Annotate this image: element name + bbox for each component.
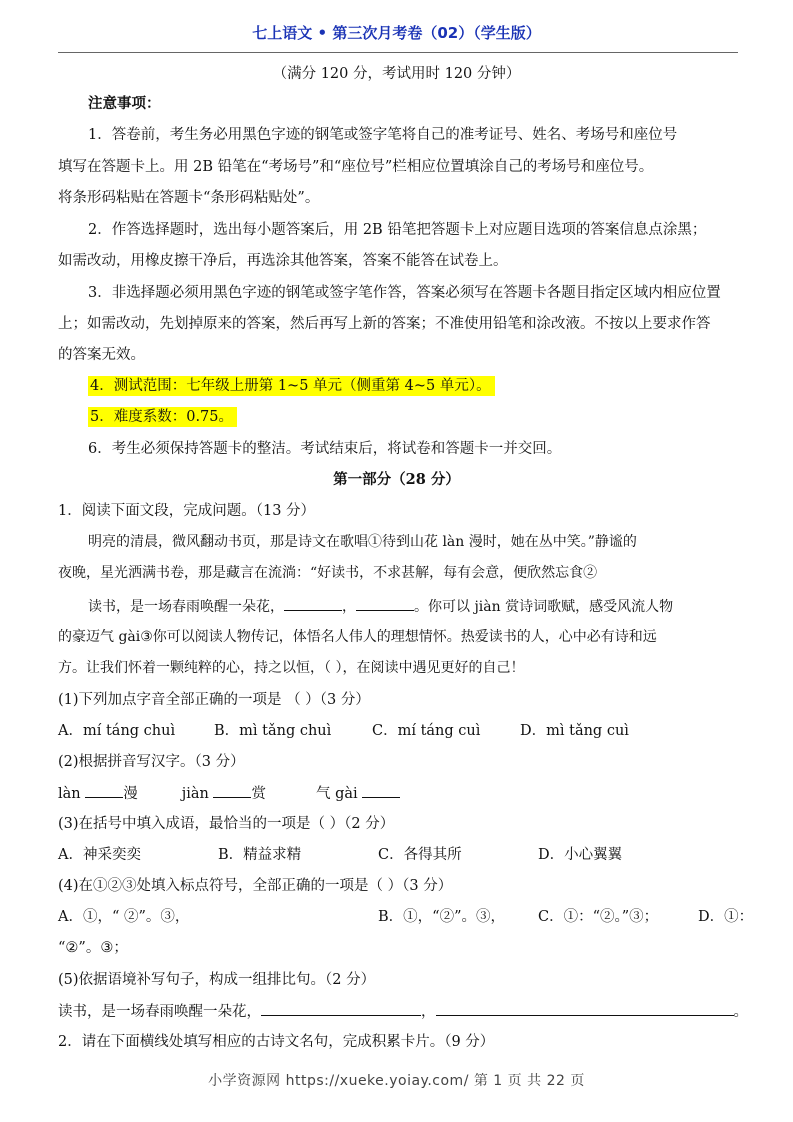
notice-line: 3．非选择题必须用黑色字迹的钢笔或签字笔作答，答案必须写在答题卡各题目指定区域内相应位置: [88, 285, 721, 301]
passage-line-with-blanks: [88, 596, 744, 617]
answer-blank[interactable]: [356, 596, 414, 611]
passage-line: 方。让我们怀着一颗纯粹的心，持之以恒，（ ），在阅读中遇见更好的自己！: [58, 660, 525, 676]
option-a[interactable]: A．mí táng chuì: [58, 723, 176, 739]
notice-line: 6．考生必须保持答题卡的整洁。考试结束后，将试卷和答题卡一并交回。: [88, 441, 562, 457]
notice-line: 的答案无效。: [58, 347, 145, 363]
answer-blank[interactable]: [362, 783, 400, 798]
notice-line: 填写在答题卡上。用 2B 铅笔在“考场号”和“座位号”栏相应位置填涂自己的考场号和座位号。: [58, 159, 654, 175]
notice-line: 将条形码粘贴在答题卡“条形码粘贴处”。: [58, 190, 320, 206]
option-c[interactable]: C．各得其所: [378, 847, 462, 863]
sub-question-1-stem: (1)下列加点字音全部正确的一项是 （ ）（3 分）: [58, 692, 370, 708]
answer-blank[interactable]: [261, 1001, 421, 1016]
sentence-comma: ，: [421, 1004, 436, 1020]
option-b[interactable]: B．精益求精: [218, 847, 302, 863]
hanzi-man: 漫: [123, 786, 138, 802]
sub-question-1-options: [58, 721, 744, 741]
sub-question-4-stem: (4)在①②③处填入标点符号，全部正确的一项是（ ）（3 分）: [58, 878, 453, 894]
sub-question-2-items: [58, 783, 744, 804]
passage-line: 夜晚，星光洒满书卷，那是藏言在流淌：“好读书，不求甚解，每有会意，便欣然忘食②: [58, 565, 598, 581]
page-footer: 小学资源网 https://xueke.yoiay.com/ 第 1 页 共 22 页: [208, 1073, 585, 1089]
answer-blank[interactable]: [213, 783, 251, 798]
option-d-continued: “②”。③；: [58, 940, 128, 956]
answer-blank[interactable]: [284, 596, 342, 611]
pinyin-gai: 气 gài: [315, 786, 363, 802]
answer-blank[interactable]: [436, 1001, 734, 1016]
option-c[interactable]: C．mí táng cuì: [372, 723, 481, 739]
sentence-lead: 读书，是一场春雨唤醒一朵花，: [58, 1004, 261, 1020]
passage-text: 读书，是一场春雨唤醒一朵花，: [88, 599, 284, 615]
highlighted-text: 5．难度系数：0.75。: [88, 407, 237, 427]
notice-line: 1．答卷前，考生务必用黑色字迹的钢笔或签字笔将自己的准考证号、姓名、考场号和座位号: [88, 127, 678, 143]
option-a[interactable]: A．神采奕奕: [58, 847, 141, 863]
sub-question-3-options: [58, 845, 744, 865]
passage-text: 。你可以 jiàn 赏诗词歌赋，感受风流人物: [414, 599, 674, 615]
question-2-title: 2．请在下面横线处填写相应的古诗文名句，完成积累卡片。（9 分）: [58, 1034, 495, 1050]
notice-highlight-scope: [88, 376, 744, 396]
sub-question-4-options: [58, 907, 754, 927]
highlighted-text: 4．测试范围：七年级上册第 1~5 单元（侧重第 4~5 单元）。: [88, 376, 495, 396]
pinyin-jian: jiàn: [181, 786, 214, 802]
sentence-period: 。: [733, 1004, 748, 1020]
answer-blank[interactable]: [85, 783, 123, 798]
option-d[interactable]: D．mì tǎng cuì: [520, 723, 629, 739]
header-divider: [58, 52, 738, 53]
notice-line: 2．作答选择题时，选出每小题答案后，用 2B 铅笔把答题卡上对应题目选项的答案信息点涂黑；: [88, 222, 707, 238]
option-d[interactable]: D．小心翼翼: [538, 847, 623, 863]
sub-question-2-stem: (2)根据拼音写汉字。（3 分）: [58, 754, 245, 770]
page-header-title: 七上语文 • 第三次月考卷（02）（学生版）: [252, 24, 541, 42]
passage-comma: ，: [342, 599, 356, 615]
part-title: 第一部分（28 分）: [333, 471, 460, 488]
option-d[interactable]: D．①：: [698, 909, 754, 925]
notice-line: 上；如需改动，先划掉原来的答案，然后再写上新的答案；不准使用铅笔和涂改液。不按以上要求作答: [58, 316, 711, 332]
hanzi-shang: 赏: [251, 786, 266, 802]
notice-title: 注意事项：: [88, 95, 161, 112]
option-a[interactable]: A．①，“ ②”。③，: [58, 909, 190, 925]
question-1-title: 1．阅读下面文段，完成问题。（13 分）: [58, 503, 316, 519]
exam-info: （满分 120 分，考试用时 120 分钟）: [272, 66, 521, 82]
option-c[interactable]: C．①：“②。”③；: [538, 909, 659, 925]
passage-line: 明亮的清晨，微风翻动书页，那是诗文在歌唱①待到山花 làn 漫时，她在丛中笑。”静谧的: [88, 534, 637, 550]
option-b[interactable]: B．mì tǎng chuì: [214, 723, 332, 739]
sub-question-5-stem: (5)依据语境补写句子，构成一组排比句。（2 分）: [58, 972, 376, 988]
notice-line: 如需改动，用橡皮擦干净后，再选涂其他答案，答案不能答在试卷上。: [58, 253, 508, 269]
passage-line: 的豪迈气 gài③你可以阅读人物传记，体悟名人伟人的理想情怀。热爱读书的人，心中必有诗和远: [58, 629, 657, 645]
option-b[interactable]: B．①，“②”。③，: [378, 909, 505, 925]
sub-question-3-stem: (3)在括号中填入成语，最恰当的一项是（ ）（2 分）: [58, 816, 395, 832]
notice-highlight-difficulty: [88, 407, 744, 427]
pinyin-lan: làn: [58, 786, 86, 802]
sub-question-5-answer-line: [58, 1001, 748, 1022]
